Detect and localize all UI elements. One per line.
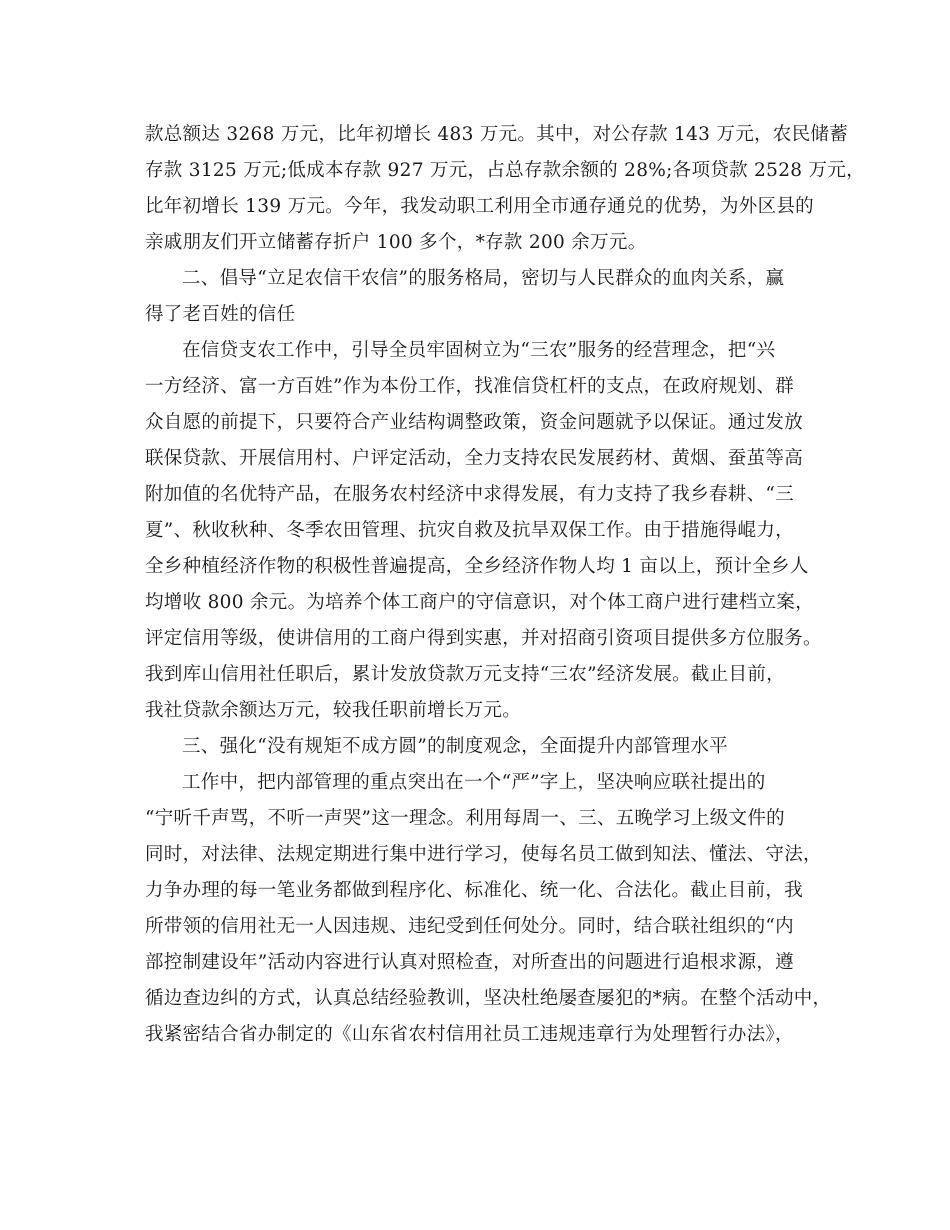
text-line: 联保贷款、开展信用村、户评定活动，全力支持农民发展药材、黄烟、蚕茧等高 bbox=[145, 448, 804, 469]
text-line: 我到库山信用社任职后，累计发放贷款万元支持“三农”经济发展。截止目前， bbox=[145, 664, 785, 685]
text-line: 部控制建设年”活动内容进行认真对照检查，对所查出的问题进行追根求源，遵 bbox=[145, 952, 794, 973]
section-heading: 二、倡导“立足农信干农信”的服务格局，密切与人民群众的血肉关系，赢 bbox=[182, 268, 785, 289]
text-line: 亲戚朋友们开立储蓄存折户 100 多个，*存款 200 余万元。 bbox=[145, 232, 647, 253]
text-line: 均增收 800 余元。为培养个体工商户的守信意识，对个体工商户进行建档立案， bbox=[145, 592, 814, 613]
section-heading-continued: 得了老百姓的信任 bbox=[145, 304, 296, 325]
text-line: 循边查边纠的方式，认真总结经验教训，坚决杜绝屡查屡犯的*病。在整个活动中， bbox=[145, 988, 832, 1009]
paragraph-start: 在信贷支农工作中，引导全员牢固树立为“三农”服务的经营理念，把“兴 bbox=[182, 340, 776, 361]
text-line: 款总额达 3268 万元，比年初增长 483 万元。其中，对公存款 143 万元，农民储蓄 bbox=[145, 124, 848, 145]
text-line: 同时，对法律、法规定期进行集中进行学习，使每名员工做到知法、懂法、守法， bbox=[145, 844, 822, 865]
text-line: 众自愿的前提下，只要符合产业结构调整政策，资金问题就予以保证。通过发放 bbox=[145, 412, 804, 433]
section-heading: 三、强化“没有规矩不成方圆”的制度观念，全面提升内部管理水平 bbox=[182, 736, 728, 757]
text-line: 评定信用等级，使讲信用的工商户得到实惠，并对招商引资项目提供多方位服务。 bbox=[145, 628, 822, 649]
text-line: 全乡种植经济作物的积极性普遍提高，全乡经济作物人均 1 亩以上，预计全乡人 bbox=[145, 556, 809, 577]
text-line: 比年初增长 139 万元。今年，我发动职工利用全市通存通兑的优势，为外区县的 bbox=[145, 196, 814, 217]
paragraph-start: 工作中，把内部管理的重点突出在一个“严”字上，坚决响应联社提出的 bbox=[182, 772, 766, 793]
text-line: 我社贷款余额达万元，较我任职前增长万元。 bbox=[145, 700, 522, 721]
text-line: 附加值的名优特产品，在服务农村经济中求得发展，有力支持了我乡春耕、“三 bbox=[145, 484, 794, 505]
text-line: 存款 3125 万元;低成本存款 927 万元，占总存款余额的 28%;各项贷款 2528 万元， bbox=[145, 160, 865, 181]
text-line: 力争办理的每一笔业务都做到程序化、标准化、统一化、合法化。截止目前，我 bbox=[145, 880, 804, 901]
text-line: “宁听千声骂，不听一声哭”这一理念。利用每周一、三、五晚学习上级文件的 bbox=[145, 808, 785, 829]
text-line: 夏”、秋收秋种、冬季农田管理、抗灾自救及抗旱双保工作。由于措施得崐力， bbox=[145, 520, 794, 541]
text-line: 我紧密结合省办制定的《山东省农村信用社员工违规违章行为处理暂行办法》， bbox=[145, 1024, 794, 1045]
text-line: 一方经济、富一方百姓”作为本份工作，找准信贷杠杆的支点，在政府规划、群 bbox=[145, 376, 794, 397]
text-line: 所带领的信用社无一人因违规、违纪受到任何处分。同时，结合联社组织的“内 bbox=[145, 916, 794, 937]
